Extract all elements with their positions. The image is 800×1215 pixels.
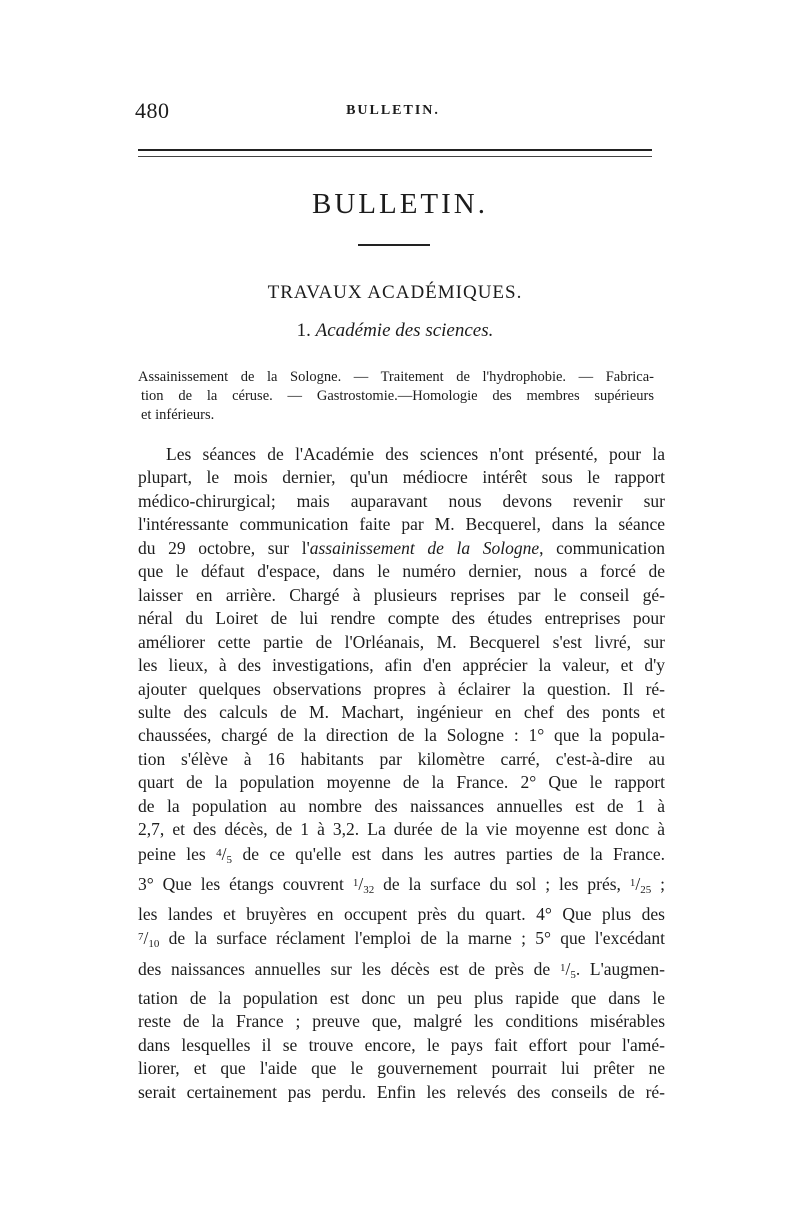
body-line: plupart, le mois dernier, qu'un médiocre intérêt sous le rapport [138,467,665,488]
subsection-number: 1. [296,320,311,341]
summary-block [138,368,654,425]
body-line: tion s'élève à 16 habitants par kilomètre carré, c'est-à-dire au [138,748,665,769]
body-line: sulte des calculs de M. Machart, ingénieur en chef des ponts et [138,701,665,722]
body-line: néral du Loiret de lui rendre compte des études entreprises pour [138,608,665,629]
subsection-name: Académie des sciences. [315,320,494,341]
body-line: 3° Que les étangs couvrent $^1$/32 de la surface du sol ; les prés, $^1$/25 ; [138,874,665,897]
running-title: BULLETIN. [346,103,440,118]
summary-line: Assainissement de la Sologne. — Traitement de l'hydrophobie. — Fabrica- [138,369,654,385]
summary-line: tion de la céruse. — Gastrostomie.—Homologie des membres supérieurs [141,388,654,404]
body-line: Les séances de l'Académie des sciences n'ont présenté, pour la [166,444,665,464]
summary-line: et inférieurs. [141,407,215,423]
body-line: les landes et bruyères en occupent près du quart. 4° Que plus des [138,903,665,924]
body-line: l'intéressante communication faite par M. Becquerel, dans la séance [138,514,665,535]
fraction: $^1$/25 [629,874,652,897]
body-line: améliorer cette partie de l'Orléanais, M. Becquerel s'est livré, sur [138,631,665,652]
fraction: $^4$/5 [216,843,233,866]
body-line: les lieux, à des investigations, afin d'en apprécier la valeur, et d'y [138,655,665,676]
body-line: dans lesquelles il se trouve encore, le pays fait effort pour l'amé- [138,1034,665,1055]
main-title: BULLETIN. [312,188,488,220]
body-line: du 29 octobre, sur l'assainissement de la Sologne, communication [138,537,665,558]
body-text [138,443,665,1104]
body-line: médico-chirurgical; mais auparavant nous devons revenir sur [138,490,665,511]
body-line: ajouter quelques observations propres à éclairer la question. Il ré- [138,678,665,699]
body-line: que le défaut d'espace, dans le numéro dernier, nous a forcé de [138,561,665,582]
header-rule [138,149,652,157]
body-line: laisser en arrière. Chargé à plusieurs reprises par le conseil gé- [138,584,665,605]
body-line: des naissances annuelles sur les décès est de près de $^1$/5. L'augmen- [138,958,665,981]
running-head [135,98,651,128]
body-line: peine les $^4$/5 de ce qu'elle est dans les autres parties de la France. [138,843,665,866]
page-number: 480 [135,98,170,123]
title-divider [358,244,430,246]
body-line: serait certainement pas perdu. Enfin les relevés des conseils de ré- [138,1081,665,1102]
body-line: 2,7, et des décès, de 1 à 3,2. La durée de la vie moyenne est donc à [138,819,665,840]
body-line: de la population au nombre des naissances annuelles est de 1 à [138,795,665,816]
subsection-title [0,320,790,342]
body-line: tation de la population est donc un peu plus rapide que dans le [138,987,665,1008]
body-line: liorer, et que l'aide que le gouvernement pourrait lui prêter ne [138,1058,665,1079]
section-title: TRAVAUX ACADÉMIQUES. [267,282,523,303]
body-line: quart de la population moyenne de la France. 2° Que le rapport [138,772,665,793]
fraction: $^7$/10 [138,928,160,951]
body-line: $^7$/10 de la surface réclament l'emploi de la marne ; 5° que l'excédant [138,928,665,951]
fraction: $^1$/5 [559,958,576,981]
fraction: $^1$/32 [352,874,375,897]
italic-phrase: assainissement de la Sologne [309,537,540,558]
body-line: chaussées, chargé de la direction de la Sologne : 1° que la popula- [138,725,665,746]
body-line: reste de la France ; preuve que, malgré les conditions misérables [138,1011,665,1032]
